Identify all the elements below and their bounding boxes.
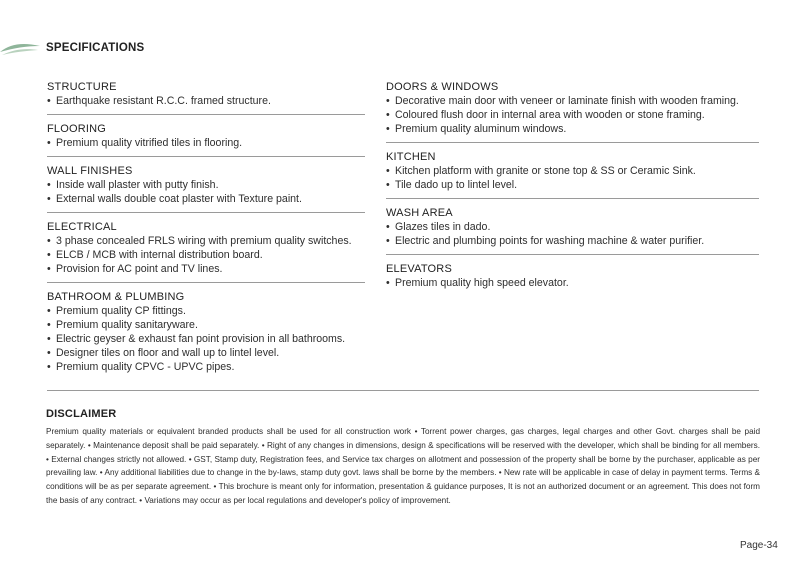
spec-section-title: DOORS & WINDOWS bbox=[386, 81, 499, 93]
spec-item-text: Premium quality CPVC - UPVC pipes. bbox=[56, 361, 235, 373]
leaf-logo-icon bbox=[0, 40, 44, 58]
section-divider bbox=[47, 390, 759, 391]
spec-section bbox=[47, 164, 365, 213]
bullet-icon: • bbox=[47, 179, 51, 191]
spec-list-item bbox=[47, 332, 365, 346]
spec-list-item bbox=[47, 360, 365, 374]
spec-section-title: ELECTRICAL bbox=[47, 221, 117, 233]
spec-item-text: Electric and plumbing points for washing machine & water purifier. bbox=[395, 235, 705, 247]
spec-list-item bbox=[47, 346, 365, 360]
spec-list-item bbox=[47, 178, 365, 192]
spec-list-item bbox=[47, 318, 365, 332]
spec-item-text: Inside wall plaster with putty finish. bbox=[56, 179, 219, 191]
bullet-icon: • bbox=[386, 235, 390, 247]
spec-list-item bbox=[47, 192, 365, 206]
spec-section bbox=[47, 290, 365, 374]
bullet-icon: • bbox=[47, 95, 51, 107]
spec-list-item bbox=[386, 108, 759, 122]
spec-item-text: Premium quality vitrified tiles in flooring. bbox=[56, 137, 243, 149]
spec-section bbox=[386, 262, 759, 290]
spec-list-item bbox=[47, 136, 365, 150]
bullet-icon: • bbox=[386, 221, 390, 233]
page-number: Page-34 bbox=[740, 540, 778, 551]
bullet-icon: • bbox=[47, 249, 51, 261]
section-rule bbox=[386, 142, 759, 143]
bullet-icon: • bbox=[47, 193, 51, 205]
spec-section-title: ELEVATORS bbox=[386, 263, 452, 275]
spec-item-text: Premium quality high speed elevator. bbox=[395, 277, 569, 289]
spec-list-item bbox=[386, 122, 759, 136]
spec-item-text: Electric geyser & exhaust fan point provision in all bathrooms. bbox=[56, 333, 346, 345]
spec-item-text: Premium quality sanitaryware. bbox=[56, 319, 198, 331]
spec-item-text: Coloured flush door in internal area with wooden or stone framing. bbox=[395, 109, 705, 121]
section-rule bbox=[386, 254, 759, 255]
bullet-icon: • bbox=[47, 333, 51, 345]
spec-item-text: Provision for AC point and TV lines. bbox=[56, 263, 223, 275]
specifications-right-column bbox=[386, 80, 759, 290]
spec-list-item bbox=[47, 234, 365, 248]
spec-list-item bbox=[386, 220, 759, 234]
bullet-icon: • bbox=[47, 361, 51, 373]
spec-section-title: WALL FINISHES bbox=[47, 165, 133, 177]
bullet-icon: • bbox=[386, 123, 390, 135]
bullet-icon: • bbox=[386, 109, 390, 121]
spec-item-text: Kitchen platform with granite or stone top & SS or Ceramic Sink. bbox=[395, 165, 696, 177]
disclaimer-text: Premium quality materials or equivalent branded products shall be used for all construction work • Torrent power charges, gas charges, legal charges and other Govt. charges shall be paid separately. • Maintenance deposit shall be paid separately. • Right of any changes in dimensions, design & specifications will be reserved with the developer, which shall be binding for all members. • External changes strictly not allowed. • GST, Stamp duty, Registration fees, and Service tax charges on allotment and possession of the property shall be borne by the purchaser, applicable as per prevailing law. • Any additional liabilities due to change in the by-laws, stamp duty govt. laws shall be borne by the members. • New rate will be applicable in case of delay in payment terms. Terms & conditions will be as per separate agreement. • This brochure is meant only for information, presentation & guidance purposes, It is not an authorized document or an agreement. This does not form the basis of any contract. • Variations may occur as per local regulations and developer's policy of improvement. bbox=[46, 427, 760, 505]
spec-list-item bbox=[386, 94, 759, 108]
spec-item-text: Earthquake resistant R.C.C. framed structure. bbox=[56, 95, 271, 107]
spec-section bbox=[47, 122, 365, 157]
bullet-icon: • bbox=[47, 137, 51, 149]
spec-list-item bbox=[386, 178, 759, 192]
bullet-icon: • bbox=[47, 263, 51, 275]
section-rule bbox=[47, 212, 365, 213]
spec-list-item bbox=[47, 94, 365, 108]
spec-section-title: STRUCTURE bbox=[47, 81, 117, 93]
section-rule bbox=[47, 114, 365, 115]
spec-list-item bbox=[47, 304, 365, 318]
bullet-icon: • bbox=[386, 179, 390, 191]
specifications-left-column bbox=[47, 80, 365, 374]
bullet-icon: • bbox=[47, 319, 51, 331]
spec-section-title: BATHROOM & PLUMBING bbox=[47, 291, 185, 303]
spec-item-text: Tile dado up to lintel level. bbox=[395, 179, 518, 191]
disclaimer-title: DISCLAIMER bbox=[46, 408, 117, 420]
spec-section bbox=[386, 150, 759, 199]
section-rule bbox=[47, 282, 365, 283]
bullet-icon: • bbox=[47, 235, 51, 247]
spec-list-item bbox=[386, 276, 759, 290]
section-rule bbox=[47, 156, 365, 157]
page-header bbox=[0, 38, 300, 62]
bullet-icon: • bbox=[47, 347, 51, 359]
bullet-icon: • bbox=[386, 277, 390, 289]
spec-section bbox=[386, 206, 759, 255]
bullet-icon: • bbox=[386, 165, 390, 177]
spec-item-text: Glazes tiles in dado. bbox=[395, 221, 491, 233]
bullet-icon: • bbox=[386, 95, 390, 107]
page-title: SPECIFICATIONS bbox=[46, 42, 145, 54]
spec-item-text: Designer tiles on floor and wall up to lintel level. bbox=[56, 347, 280, 359]
spec-item-text: Decorative main door with veneer or laminate finish with wooden framing. bbox=[395, 95, 739, 107]
spec-list-item bbox=[47, 262, 365, 276]
spec-list-item bbox=[47, 248, 365, 262]
spec-section-title: WASH AREA bbox=[386, 207, 453, 219]
bullet-icon: • bbox=[47, 305, 51, 317]
spec-item-text: Premium quality CP fittings. bbox=[56, 305, 186, 317]
spec-section-title: KITCHEN bbox=[386, 151, 436, 163]
spec-section bbox=[47, 80, 365, 115]
spec-item-text: 3 phase concealed FRLS wiring with premium quality switches. bbox=[56, 235, 352, 247]
spec-section bbox=[386, 80, 759, 143]
spec-section-title: FLOORING bbox=[47, 123, 107, 135]
spec-item-text: ELCB / MCB with internal distribution board. bbox=[56, 249, 263, 261]
spec-list-item bbox=[386, 164, 759, 178]
spec-list-item bbox=[386, 234, 759, 248]
spec-item-text: External walls double coat plaster with Texture paint. bbox=[56, 193, 302, 205]
spec-section bbox=[47, 220, 365, 283]
section-rule bbox=[386, 198, 759, 199]
spec-item-text: Premium quality aluminum windows. bbox=[395, 123, 567, 135]
